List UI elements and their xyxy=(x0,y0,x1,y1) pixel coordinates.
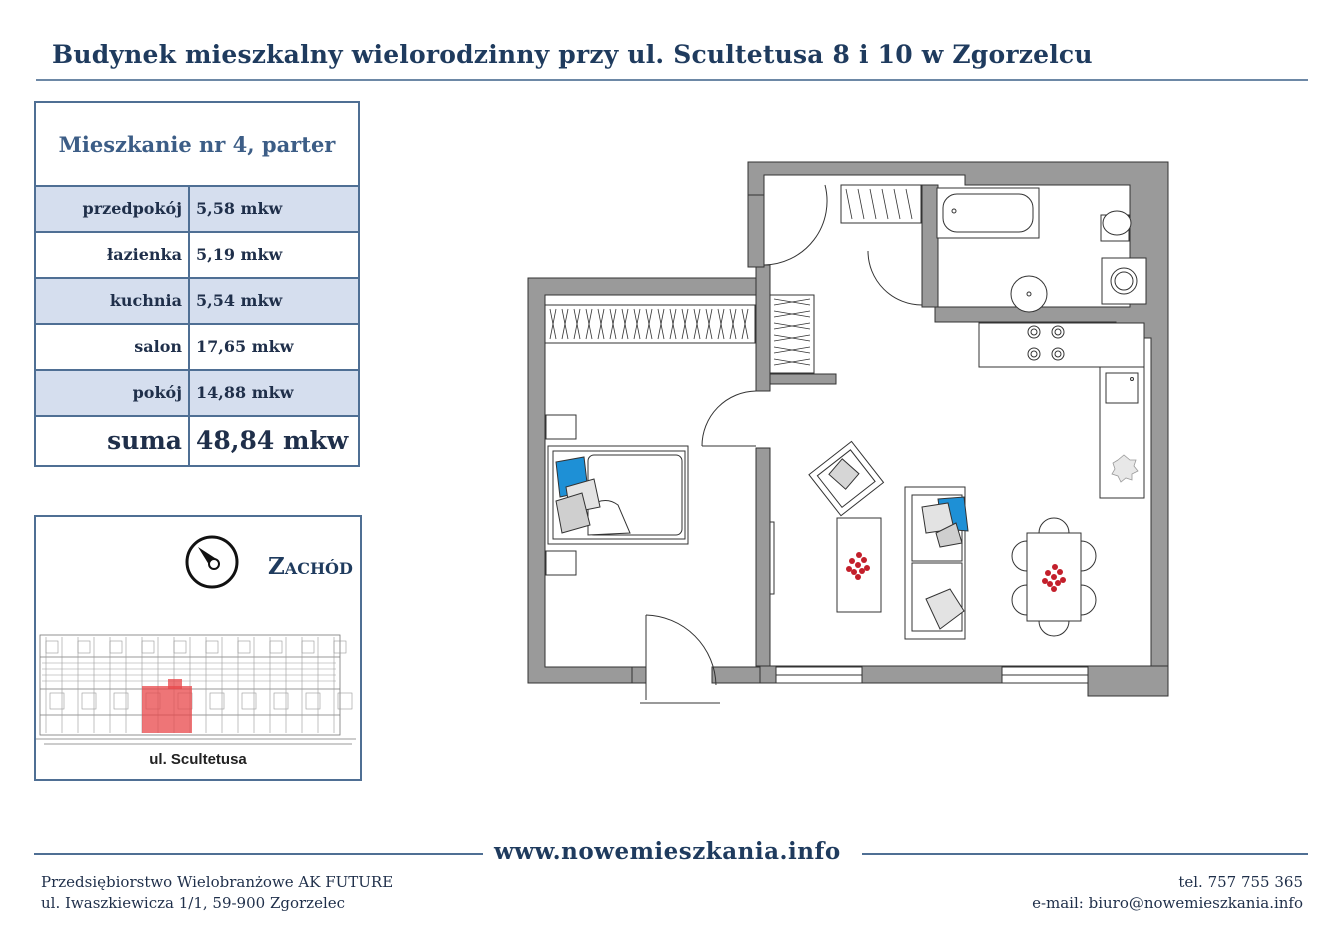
bed xyxy=(546,415,688,575)
street-label: ul. Scultetusa xyxy=(149,751,247,768)
compass-icon xyxy=(184,534,240,590)
sum-value: 48,84 mkw xyxy=(196,426,349,455)
contact-info xyxy=(1032,872,1303,914)
table-row xyxy=(36,371,358,417)
direction-label: Zachód xyxy=(268,553,353,580)
room-area: 5,54 mkw xyxy=(196,291,283,310)
room-name: salon xyxy=(36,325,190,369)
area-table xyxy=(34,101,360,467)
room-area: 5,19 mkw xyxy=(196,245,283,264)
table-row xyxy=(36,279,358,325)
email-link[interactable]: e-mail: biuro@nowemieszkania.info xyxy=(1032,894,1303,912)
page-title: Budynek mieszkalny wielorodzinny przy ul. Scultetusa 8 i 10 w Zgorzelcu xyxy=(52,40,1093,69)
room-area: 17,65 mkw xyxy=(196,337,294,356)
room-name: pokój xyxy=(36,371,190,415)
apartment-heading: Mieszkanie nr 4, parter xyxy=(36,103,358,187)
footer-divider-right xyxy=(862,853,1308,855)
site-plan-map xyxy=(36,597,360,747)
entry-door xyxy=(640,615,720,703)
company-name: Przedsiębiorstwo Wielobranżowe AK FUTURE xyxy=(41,873,394,891)
table-row xyxy=(36,233,358,279)
footer-divider-left xyxy=(34,853,483,855)
table-row xyxy=(36,325,358,371)
title-divider xyxy=(36,79,1308,81)
website-url[interactable]: www.nowemieszkania.info xyxy=(494,838,841,865)
armchair xyxy=(809,441,884,515)
apartment-location-highlight xyxy=(142,686,192,733)
table-sum-row xyxy=(36,417,358,465)
bathroom xyxy=(937,188,1146,312)
sum-label: suma xyxy=(36,417,190,465)
location-box xyxy=(34,515,362,781)
company-info xyxy=(41,872,393,914)
phone: tel. 757 755 365 xyxy=(1178,873,1303,891)
room-name: przedpokój xyxy=(36,187,190,231)
room-area: 14,88 mkw xyxy=(196,383,294,402)
room-name: łazienka xyxy=(36,233,190,277)
sofa xyxy=(905,487,968,639)
floor-plan xyxy=(520,155,1172,715)
company-address: ul. Iwaszkiewicza 1/1, 59-900 Zgorzelec xyxy=(41,894,346,912)
room-name: kuchnia xyxy=(36,279,190,323)
room-area: 5,58 mkw xyxy=(196,199,283,218)
table-row xyxy=(36,187,358,233)
